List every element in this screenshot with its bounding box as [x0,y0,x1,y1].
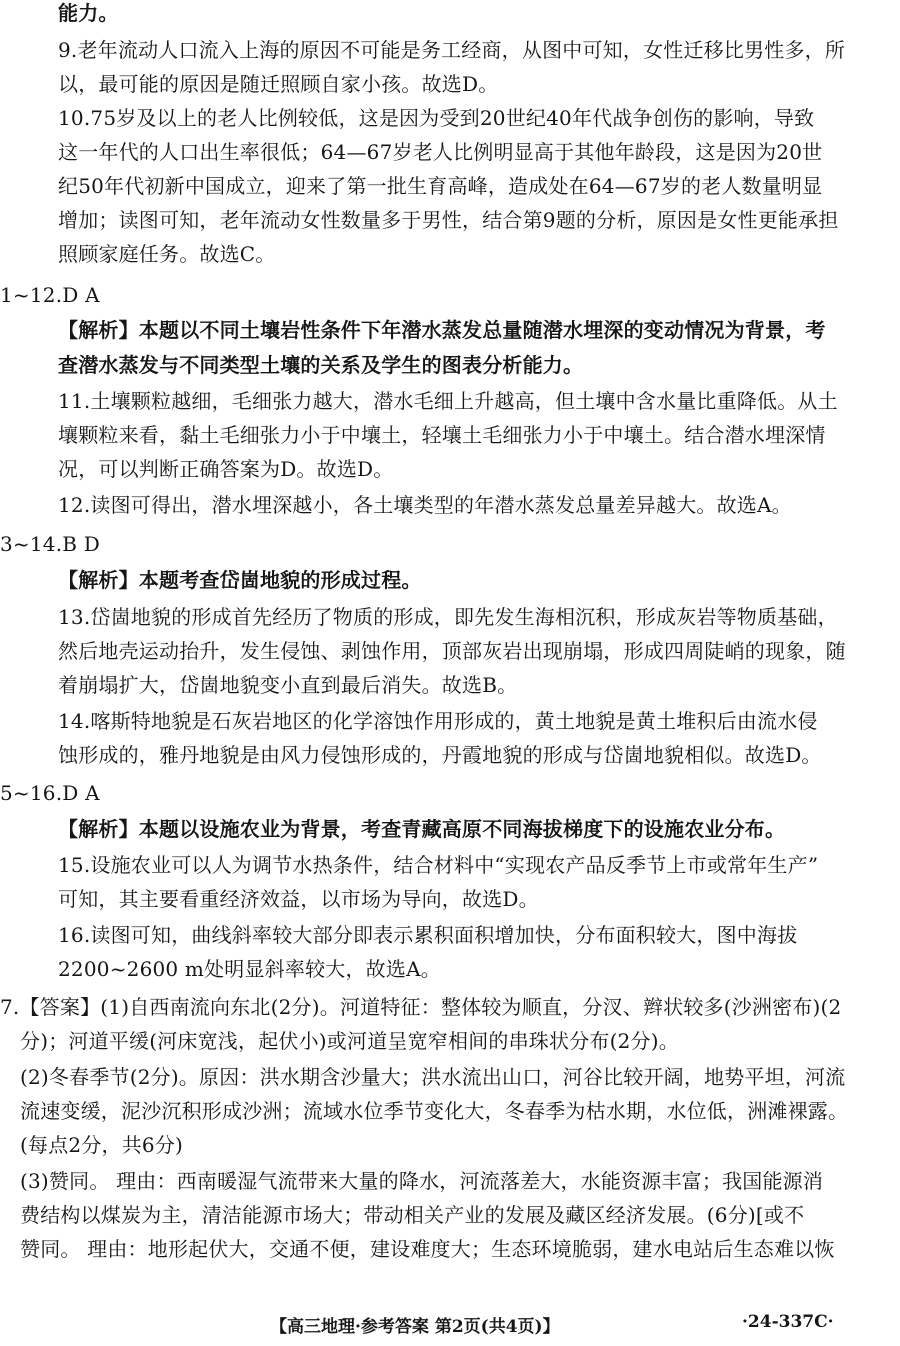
text-line: (每点2分，共6分) [20,1133,184,1157]
text-line: (3)赞同。 理由：西南暖湿气流带来大量的降水，河流落差大，水能资源丰富；我国能源消 [20,1169,824,1193]
text-line: 能力。 [58,1,119,25]
text-line: 壤颗粒来看，黏土毛细张力小于中壤土，轻壤土毛细张力小于中壤土。结合潜水埋深情 [58,423,826,447]
text-line: 蚀形成的，雅丹地貌是由风力侵蚀形成的，丹霞地貌的形成与岱崮地貌相似。故选D。 [58,743,822,767]
text-line: 这一年代的人口出生率很低；64—67岁老人比例明显高于其他年龄段，这是因为20世 [58,140,823,164]
text-line: 照顾家庭任务。故选C。 [58,242,276,266]
text-line: 费结构以煤炭为主，清洁能源市场大；带动相关产业的发展及藏区经济发展。(6分)[或不 [20,1203,805,1227]
page-footer: 【高三地理·参考答案 第2页(共4页)】 [270,1317,560,1337]
analysis-line: 【解析】本题以设施农业为背景，考查青藏高原不同海拔梯度下的设施农业分布。 [58,817,786,841]
text-line: 14.喀斯特地貌是石灰岩地区的化学溶蚀作用形成的，黄土地貌是黄土堆积后由流水侵 [58,709,818,733]
text-line: 流速变缓，泥沙沉积形成沙洲；流域水位季节变化大，冬春季为枯水期，水位低，洲滩裸露。 [20,1099,849,1123]
text-line: 赞同。 理由：地形起伏大，交通不便，建设难度大；生态环境脆弱，建水电站后生态难以恢 [20,1237,835,1261]
text-line: 11.土壤颗粒越细，毛细张力越大，潜水毛细上升越高，但土壤中含水量比重降低。从土 [58,389,838,413]
text-line: 着崩塌扩大，岱崮地貌变小直到最后消失。故选B。 [58,673,518,697]
analysis-line: 查潜水蒸发与不同类型土壤的关系及学生的图表分析能力。 [58,353,584,377]
answer-key: 3~14.B D [0,532,100,556]
text-line: 以，最可能的原因是随迁照顾自家小孩。故选D。 [58,72,499,96]
answer-key: 1~12.D A [0,283,100,307]
text-line: 然后地壳运动抬升，发生侵蚀、剥蚀作用，顶部灰岩出现崩塌，形成四周陡峭的现象，随 [58,639,846,663]
text-line: 12.读图可得出，潜水埋深越小，各土壤类型的年潜水蒸发总量差异越大。故选A。 [58,493,792,517]
text-line: 增加；读图可知，老年流动女性数量多于男性，结合第9题的分析，原因是女性更能承担 [58,208,839,232]
text-line: 10.75岁及以上的老人比例较低，这是因为受到20世纪40年代战争创伤的影响，导致 [58,106,815,130]
analysis-line: 【解析】本题以不同土壤岩性条件下年潜水蒸发总量随潜水埋深的变动情况为背景，考 [58,318,826,342]
text-line: (2)冬春季节(2分)。原因：洪水期含沙量大；洪水流出山口，河谷比较开阔，地势平坦，河流 [20,1065,846,1089]
text-line: 9.老年流动人口流入上海的原因不可能是务工经商，从图中可知，女性迁移比男性多，所 [58,38,846,62]
document-code: ·24-337C· [742,1312,834,1332]
answer-line: 7.【答案】(1)自西南流向东北(2分)。河道特征：整体较为顺直，分汊、辫状较多(沙洲密布)(2 [0,995,842,1019]
text-line: 纪50年代初新中国成立，迎来了第一批生育高峰，造成处在64—67岁的老人数量明显 [58,174,823,198]
text-line: 2200~2600 m处明显斜率较大，故选A。 [58,957,441,981]
text-line: 13.岱崮地貌的形成首先经历了物质的形成，即先发生海相沉积，形成灰岩等物质基础， [58,605,838,629]
text-line: 可知，其主要看重经济效益，以市场为导向，故选D。 [58,887,539,911]
text-line: 16.读图可知，曲线斜率较大部分即表示累积面积增加快，分布面积较大，图中海拔 [58,923,798,947]
text-line: 分)；河道平缓(河床宽浅，起伏小)或河道呈宽窄相间的串珠状分布(2分)。 [20,1029,679,1053]
text-line: 况，可以判断正确答案为D。故选D。 [58,457,394,481]
answer-key: 5~16.D A [0,781,100,805]
text-line: 15.设施农业可以人为调节水热条件，结合材料中“实现农产品反季节上市或常年生产” [58,853,819,877]
analysis-line: 【解析】本题考查岱崮地貌的形成过程。 [58,568,422,592]
